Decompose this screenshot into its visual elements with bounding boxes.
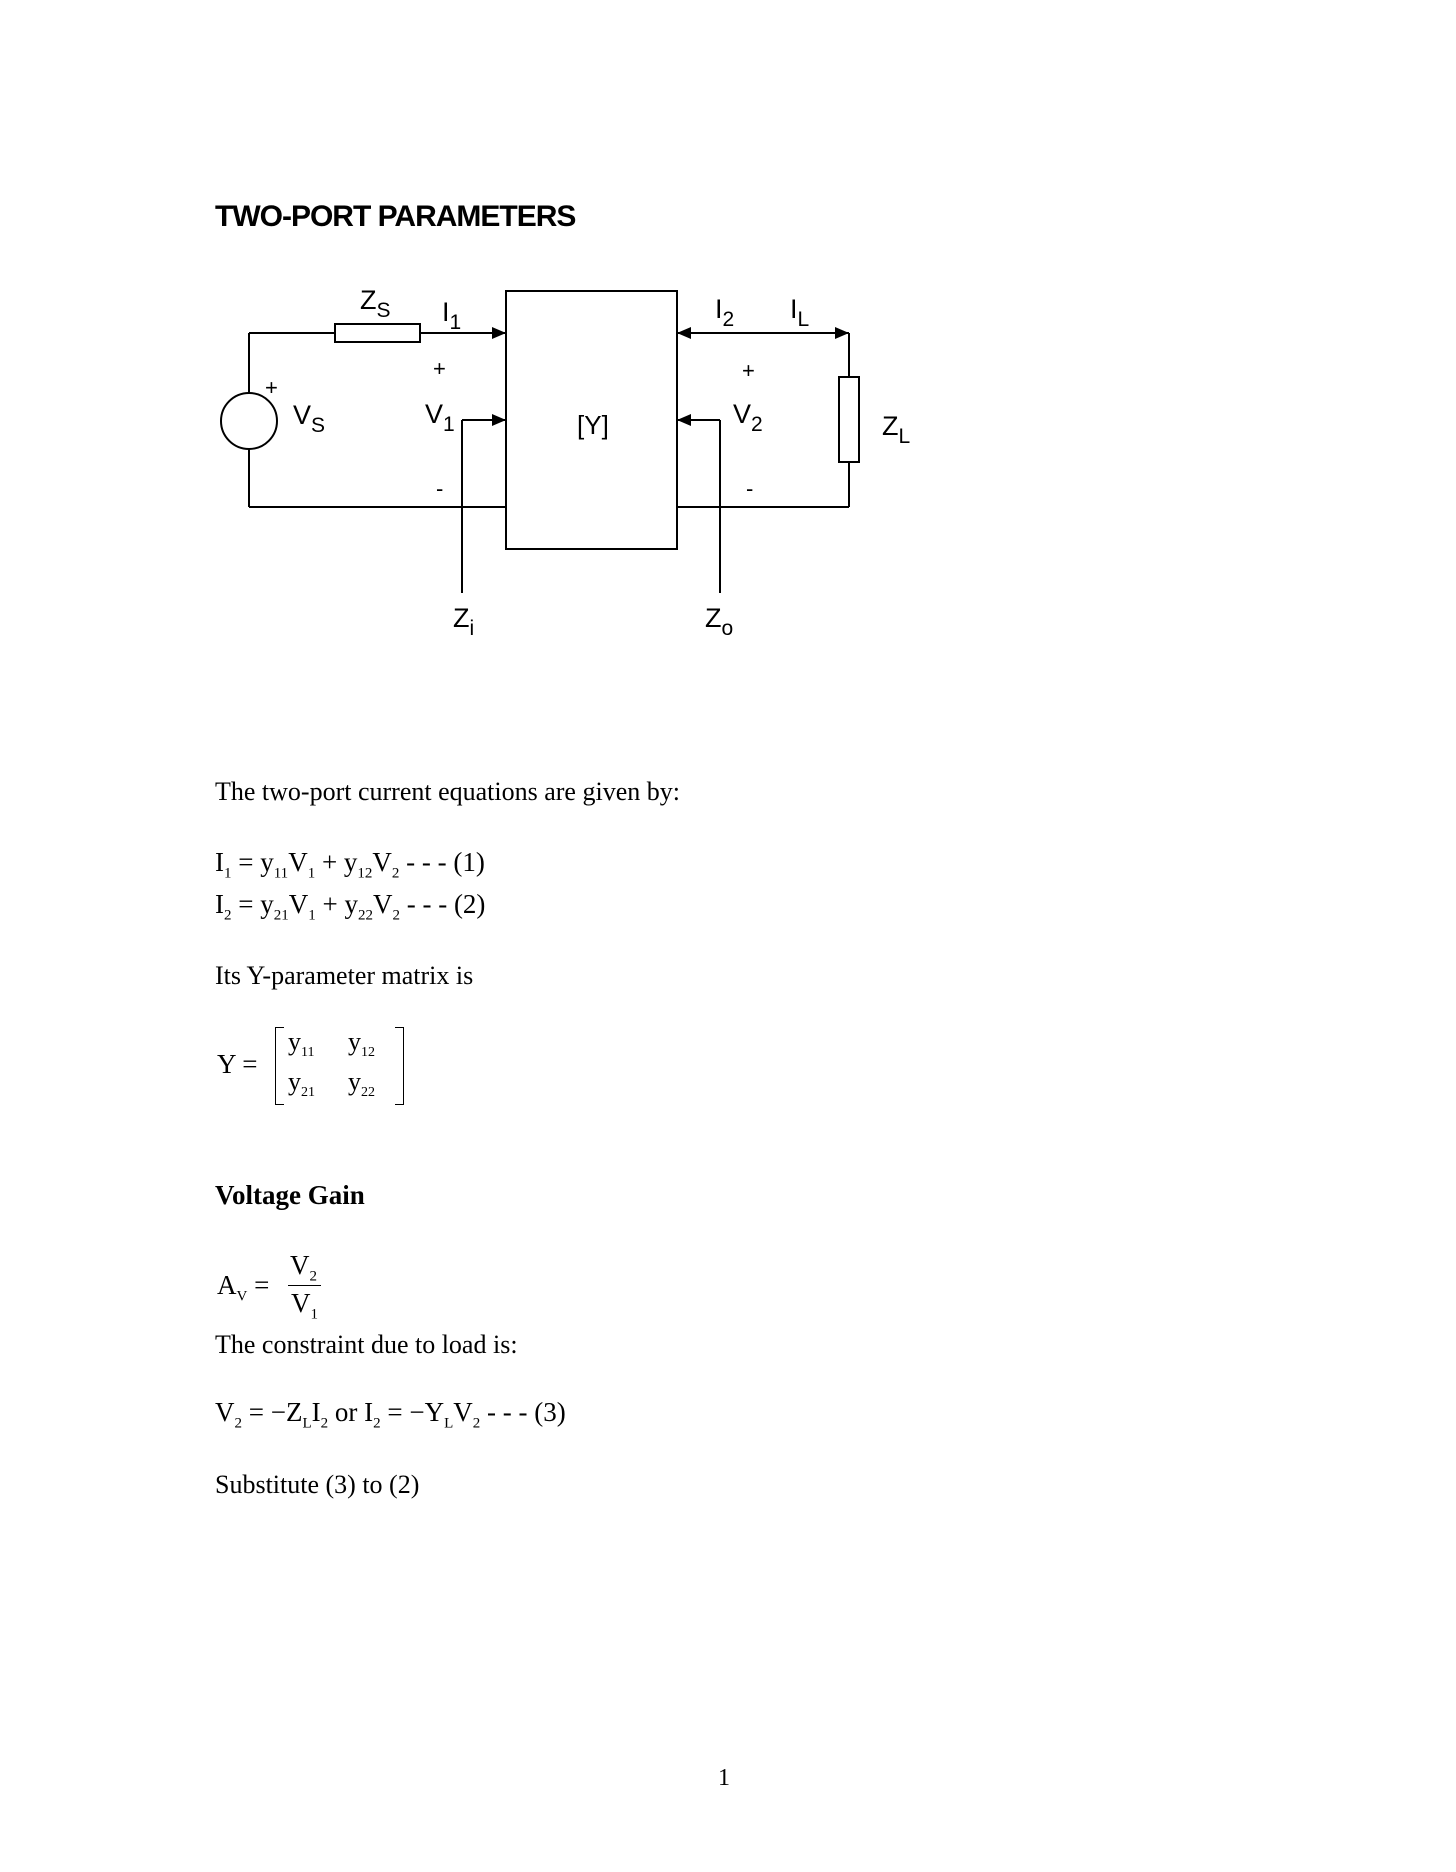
matrix-intro-text: Its Y-parameter matrix is (215, 961, 474, 990)
source-label: $V_S$ (293, 400, 326, 437)
load-impedance-resistor (839, 377, 859, 462)
input-minus-sign: - (436, 476, 444, 501)
zs-label: $Z_S$ (360, 285, 391, 322)
v1-label: $V_1$ (425, 399, 455, 436)
page-number: 1 (718, 1765, 730, 1791)
current-arrows (462, 333, 848, 420)
source-impedance-resistor (335, 324, 420, 342)
zl-label: $Z_L$ (882, 411, 911, 448)
voltage-gain-heading: Voltage Gain (215, 1180, 365, 1210)
constraint-intro-text: The constraint due to load is: (215, 1330, 518, 1359)
matrix-cell-y12: $y_{12}$ (348, 1027, 375, 1061)
zo-label: $Z_o$ (705, 603, 734, 640)
source-plus-sign: + (265, 375, 278, 400)
zi-label: $Z_i$ (453, 603, 475, 640)
matrix-left-bracket (275, 1027, 284, 1105)
y-parameter-matrix (215, 1027, 415, 1107)
block-label: [Y] (577, 410, 609, 440)
two-port-circuit-diagram (0, 0, 1456, 700)
equation-1: $I_1 = y_{11}V_1 + y_{12}V_2$ - - - (1) (215, 847, 485, 882)
matrix-cell-y21: $y_{21}$ (288, 1067, 315, 1101)
substitute-text: Substitute (3) to (2) (215, 1470, 420, 1499)
equation-3: $V_2 = -Z_LI_2$ or $I_2 = -Y_LV_2$ - - - (3) (215, 1397, 566, 1432)
il-label: $I_L$ (790, 294, 810, 331)
matrix-cell-y11: $y_{11}$ (288, 1027, 315, 1061)
matrix-right-bracket (395, 1027, 404, 1105)
fraction-bar (288, 1285, 321, 1286)
page-title: TWO-PORT PARAMETERS (215, 200, 576, 233)
circuit-wires (249, 333, 849, 593)
v2-label: $V_2$ (733, 399, 763, 436)
output-minus-sign: - (746, 476, 754, 501)
matrix-cell-y22: $y_{22}$ (348, 1067, 375, 1101)
intro-text: The two-port current equations are given by: (215, 777, 680, 806)
output-plus-sign: + (742, 358, 755, 383)
voltage-gain-equation: $A_V$ = $V_2$ $V_1$ (215, 1250, 365, 1322)
i1-label: $I_1$ (442, 297, 462, 334)
voltage-source (221, 393, 277, 449)
matrix-lhs: Y = (217, 1049, 258, 1079)
equation-2: $I_2 = y_{21}V_1 + y_{22}V_2$ - - - (2) (215, 889, 486, 924)
i2-label: $I_2$ (715, 294, 735, 331)
input-plus-sign: + (433, 356, 446, 381)
